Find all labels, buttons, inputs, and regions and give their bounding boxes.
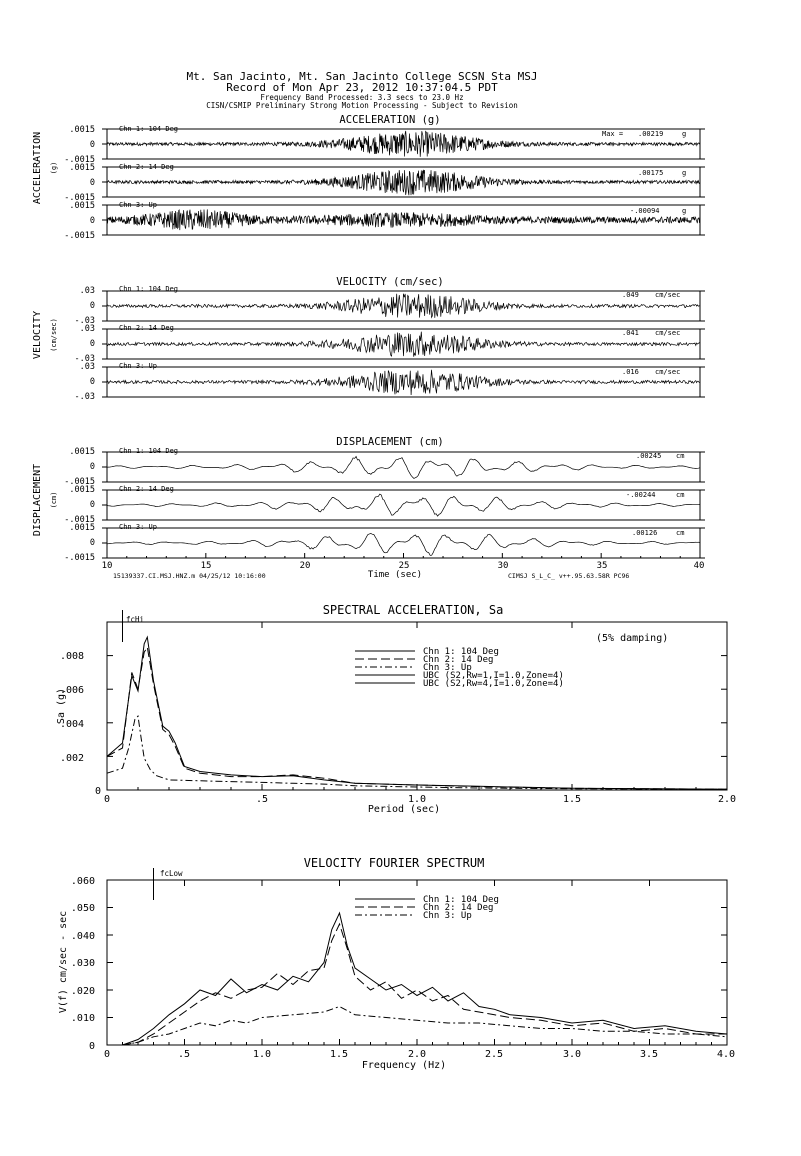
sa-ylabel: Sa (g) [56,687,67,725]
vfs-xtick-40: 4.0 [716,1049,736,1060]
sa-series-3 [107,716,727,789]
vel-ch1-tick-top: .03 [79,286,95,296]
disp-ch2-frame [107,490,700,520]
sa-title: SPECTRAL ACCELERATION, Sa [322,603,504,617]
sa-legend-label-4: UBC (S2,Rw=1,I=1.0,Zone=4) [423,671,564,681]
accel-ch3-unit: g [682,207,687,215]
vel-ch2-max-value: .041 [622,329,639,337]
disp-ch1-waveform [107,457,700,479]
vfs-ytick-060: .060 [70,876,95,887]
vel-ch1-name: Chn 1: 104 Deg [119,285,179,293]
sa-ytick-004: .004 [59,719,85,730]
vfs-marker-label: fcLow [160,869,183,878]
vfs-ytick-030: .030 [70,958,95,969]
vel-ch1-unit: cm/sec [655,291,681,299]
disp-traces [102,452,705,558]
vfs-ytick-010: .010 [70,1013,95,1024]
disp-ch3-name: Chn 3: Up [119,523,157,531]
accel-ch3-tick-zero: 0 [89,216,95,226]
vfs-legend-label-3: Chn 3: Up [423,911,472,921]
sa-xtick-15: 1.5 [562,794,582,805]
vel-ch2-waveform [107,332,700,357]
vel-title: VELOCITY (cm/sec) [336,276,444,288]
sa-series-2 [107,647,727,789]
accel-ch2-max-value: .00175 [638,169,664,177]
sa-ytick-008: .008 [59,651,85,662]
vfs-xtick-35: 3.5 [639,1049,659,1060]
disp-ch2-tick-top: .0015 [69,485,95,495]
disp-ch3-tick-top: .0015 [69,523,95,533]
vfs-series [123,913,728,1045]
vfs-xtick-15: 1.5 [329,1049,349,1060]
accel-yunit: (g) [50,161,58,175]
accel-ch2-tick-bottom: -.0015 [64,193,95,203]
vel-ch3-waveform [107,370,700,395]
vel-ch3-tick-top: .03 [79,362,95,372]
vel-ch1-tick-bottom: -.03 [74,316,95,326]
disp-ch2-tick-zero: 0 [89,500,95,510]
disp-ch1-max-value: .00245 [636,452,662,460]
disp-ch1-name: Chn 1: 104 Deg [119,447,179,455]
disp-ch1-tick-top: .0015 [69,447,95,457]
accel-ch3-name: Chn 3: Up [119,201,157,209]
vfs-ytick-040: .040 [70,931,95,942]
vel-traces [102,291,705,397]
accel-ch1-unit: g [682,130,687,138]
vel-ch3-frame [107,367,700,397]
disp-ch1-unit: cm [676,452,685,460]
sa-xtick-05: .5 [255,794,269,805]
vfs-xtick-10: 1.0 [252,1049,272,1060]
vel-ch1-tick-zero: 0 [89,301,95,311]
vfs-xlabel: Frequency (Hz) [361,1060,447,1071]
header-line-4: CISN/CSMIP Preliminary Strong Motion Processing - Subject to Revision [206,101,518,110]
sa-xtick-10: 1.0 [407,794,427,805]
accel-ch1-max-label: Max = [602,130,624,138]
time-tick-25: 25 [398,561,410,571]
accel-ch1-tick-zero: 0 [89,140,95,150]
accel-ch1-tick-bottom: -.0015 [64,155,95,165]
accel-traces [102,129,705,235]
vfs-ytick-020: .020 [70,986,95,997]
disp-yunit: (cm) [50,491,58,509]
accel-ch3-waveform [107,209,700,230]
sa-marker-label: fcHi [126,615,145,624]
accel-ch3-max-value: -.00094 [630,207,660,215]
vfs-legend-label-2: Chn 2: 14 Deg [423,903,494,913]
sa-legend-label-3: Chn 3: Up [423,663,472,673]
accel-ch3-tick-bottom: -.0015 [64,231,95,241]
accel-ch2-unit: g [682,169,687,177]
header-line-3: Frequency Band Processed: 3.3 secs to 23.0 Hz [260,93,464,102]
disp-ch2-unit: cm [676,491,685,499]
accel-title: ACCELERATION (g) [339,114,441,126]
header-line-1: Mt. San Jacinto, Mt. San Jacinto College SCSN Sta MSJ [186,70,538,83]
vel-ch2-tick-top: .03 [79,324,95,334]
disp-ylabel: DISPLACEMENT [32,463,43,537]
sa-legend-label-2: Chn 2: 14 Deg [423,655,494,665]
vel-ch2-tick-zero: 0 [89,339,95,349]
vfs-xtick-05: .5 [177,1049,191,1060]
time-tick-15: 15 [200,561,212,571]
time-tick-35: 35 [596,561,608,571]
disp-ch1-tick-bottom: -.0015 [64,477,95,487]
footer-left: 15139337.CI.MSJ.HNZ.m 04/25/12 10:16:00 [113,572,266,580]
disp-ch3-waveform [107,534,700,556]
accel-ch1-name: Chn 1: 104 Deg [119,125,179,133]
sa-annotation: (5% damping) [596,633,669,644]
time-tick-30: 30 [497,561,509,571]
vfs-title: VELOCITY FOURIER SPECTRUM [303,856,485,870]
sa-series [107,637,727,789]
vel-yunit: (cm/sec) [50,318,58,352]
vfs-legend [355,895,499,921]
sa-legend [355,647,564,689]
disp-ch3-tick-bottom: -.0015 [64,553,95,563]
disp-ch3-unit: cm [676,529,685,537]
header-line-2: Record of Mon Apr 23, 2012 10:37:04.5 PDT [226,81,498,94]
accel-ylabel: ACCELERATION [32,131,43,205]
disp-ch2-tick-bottom: -.0015 [64,515,95,525]
vel-ch3-tick-zero: 0 [89,377,95,387]
disp-ch3-max-value: .00126 [632,529,658,537]
accel-ch1-tick-top: .0015 [69,125,95,135]
time-xlabel: Time (sec) [367,570,423,580]
accel-ch2-name: Chn 2: 14 Deg [119,163,174,171]
time-tick-10: 10 [101,561,113,571]
sa-legend-label-1: Chn 1: 104 Deg [423,647,499,657]
vfs-series-2 [123,924,728,1045]
vfs-series-3 [123,1007,728,1046]
vfs-ylabel: V(f) cm/sec - sec [58,910,69,1014]
vfs-xtick-25: 2.5 [484,1049,504,1060]
sa-xtick-20: 2.0 [717,794,737,805]
accel-ch2-tick-top: .0015 [69,163,95,173]
vel-ch2-unit: cm/sec [655,329,681,337]
disp-ch3-tick-zero: 0 [89,538,95,548]
vfs-legend-label-1: Chn 1: 104 Deg [423,895,499,905]
sa-ytick-006: .006 [59,685,85,696]
vel-ch1-max-value: .049 [622,291,639,299]
accel-ch1-max-value: .00219 [638,130,664,138]
sa-legend-label-5: UBC (S2,Rw=4,I=1.0,Zone=4) [423,679,564,689]
sa-series-1 [107,637,727,789]
vfs-xtick-30: 3.0 [562,1049,582,1060]
vel-ylabel: VELOCITY [32,310,43,360]
sa-xtick-0: 0 [103,794,111,805]
vfs-axes [107,868,727,1045]
disp-ch1-tick-zero: 0 [89,462,95,472]
accel-ch2-waveform [107,170,700,195]
vel-ch1-waveform [107,294,700,318]
vel-ch2-name: Chn 2: 14 Deg [119,324,174,332]
accel-ch3-tick-top: .0015 [69,201,95,211]
vfs-ytick-050: .050 [70,903,95,914]
sa-ytick-002: .002 [59,753,85,764]
vfs-xtick-0: 0 [103,1049,111,1060]
disp-ch2-name: Chn 2: 14 Deg [119,485,174,493]
vfs-ytick-0: 0 [88,1041,95,1052]
time-tick-20: 20 [299,561,311,571]
disp-ch2-waveform [107,494,700,516]
vfs-xtick-20: 2.0 [407,1049,427,1060]
vel-ch3-unit: cm/sec [655,368,681,376]
vel-ch3-max-value: .016 [622,368,639,376]
vel-ch3-tick-bottom: -.03 [74,392,95,402]
footer-right: CIMSJ S_L_C_ v++.95.63.58R PC96 [508,572,630,580]
vel-ch3-name: Chn 3: Up [119,362,157,370]
vel-ch2-tick-bottom: -.03 [74,354,95,364]
disp-ch2-max-value: -.00244 [626,491,656,499]
sa-ytick-0: 0 [94,786,102,797]
time-tick-40: 40 [693,561,705,571]
accel-ch2-tick-zero: 0 [89,178,95,188]
sa-plot-frame [107,622,727,790]
sa-xlabel: Period (sec) [367,804,441,815]
disp-title: DISPLACEMENT (cm) [336,436,444,448]
